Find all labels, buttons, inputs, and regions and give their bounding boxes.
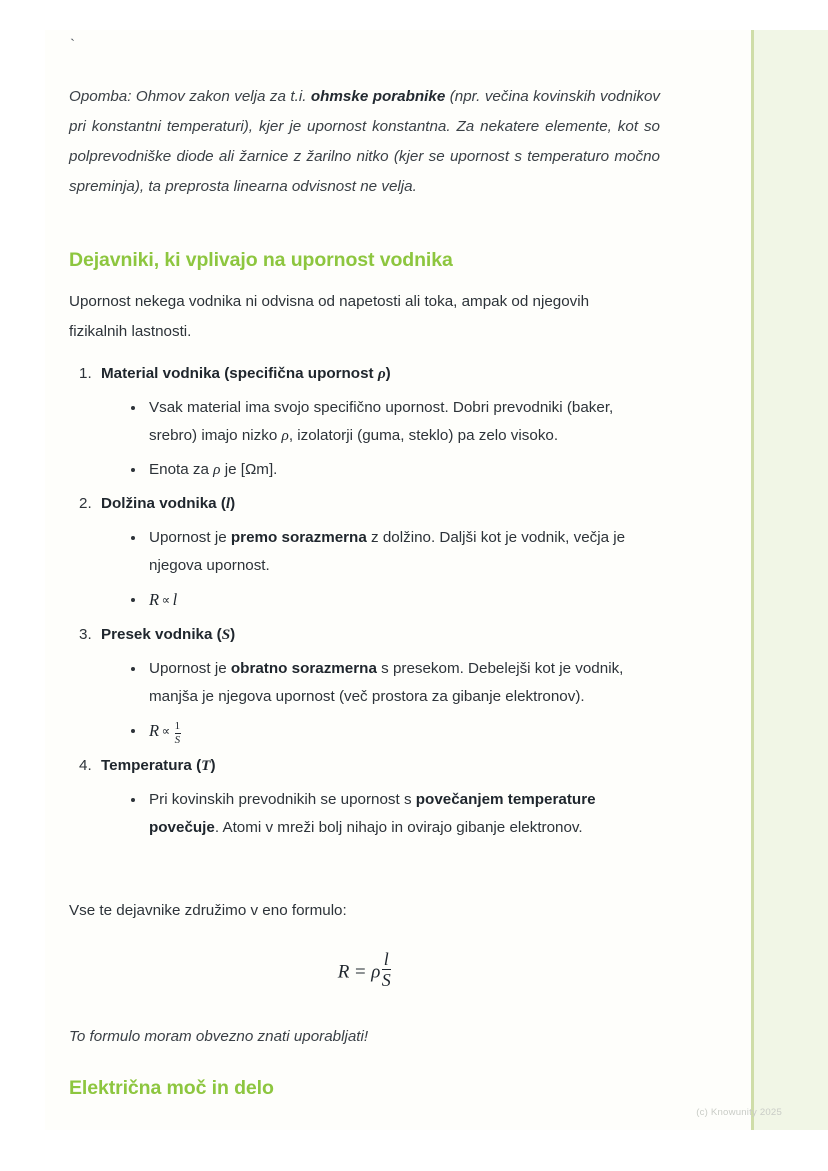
title-suffix: ) — [385, 365, 391, 382]
list-item — [69, 360, 661, 484]
bullet-bold: premo sorazmerna — [230, 529, 367, 546]
intro-paragraph: Upornost nekega vodnika ni odvisna od napetosti ali toka, ampak od njegovih fizikalnih lastnosti. — [69, 293, 590, 340]
fraction-denominator: S — [381, 970, 392, 991]
formula-left: R — [149, 721, 160, 740]
list-item — [127, 717, 661, 746]
math-symbol-rho: ρ — [281, 427, 289, 444]
bullet-text-tail: . Atomi v mreži bolj nihajo in ovirajo gibanje elektronov. — [214, 819, 583, 837]
math-symbol-rho: ρ — [377, 365, 386, 382]
list-number: 2. — [79, 495, 92, 512]
list-item — [127, 394, 661, 450]
list-item-title — [101, 495, 235, 512]
fraction — [381, 950, 392, 991]
formula-right: l — [172, 590, 178, 609]
watermark: (c) Knowunity 2025 — [696, 1107, 782, 1118]
list-item — [69, 752, 661, 842]
math-symbol-area: S — [221, 626, 231, 643]
list-item-title — [101, 757, 216, 774]
math-symbol-rho: ρ — [371, 961, 381, 983]
inline-formula — [149, 590, 178, 609]
title-suffix: ) — [230, 626, 236, 643]
sub-bullets — [101, 786, 661, 842]
document-card — [45, 30, 828, 1130]
right-green-panel — [751, 30, 828, 1130]
note-rest: (npr. večina kovinskih vodnikov pri konstantni temperaturi), kjer je upornost konstantna. Za nekatere elemente, kot so polprevodniške diode ali žarnice z žarilno nitko (kjer se upornost s temperaturo močno spreminja), ta preprosta linearna odvisnost ne velja. — [69, 88, 661, 195]
list-item-title — [101, 626, 235, 643]
title-text: Dolžina vodnika ( — [101, 495, 226, 512]
list-number: 1. — [79, 365, 92, 382]
green-panel-edge-line — [751, 30, 754, 1130]
list-number: 3. — [79, 626, 92, 643]
math-symbol-temperature: T — [201, 757, 211, 775]
math-symbol-length: l — [225, 495, 231, 512]
heading-factors: Dejavniki, ki vplivajo na upornost vodnika — [69, 249, 453, 271]
formula-left: R — [149, 590, 160, 609]
formula-equals: = — [354, 961, 367, 983]
fraction-denominator: S — [174, 733, 181, 746]
list-item — [69, 490, 661, 615]
proportional-icon: ∝ — [161, 593, 171, 607]
stray-tick-mark: ` — [70, 37, 75, 53]
list-item — [69, 621, 661, 746]
list-item — [127, 655, 661, 711]
list-item — [127, 456, 661, 484]
heading-power: Električna moč in delo — [69, 1077, 274, 1099]
bullet-text-tail: z dolžino. Daljši kot je vodnik, večja je njegova upornost. — [149, 529, 626, 574]
bullet-bold: obratno sorazmerna — [230, 660, 377, 677]
sub-bullets — [101, 524, 661, 615]
sub-bullets — [101, 394, 661, 484]
title-text: Material vodnika (specifična upornost — [101, 365, 378, 382]
note-bold-term: ohmske porabnike — [310, 88, 446, 105]
list-item — [127, 786, 661, 842]
bullet-text-tail: , izolatorji (guma, steklo) pa zelo visoko. — [288, 427, 559, 444]
fraction-numerator: 1 — [174, 720, 181, 733]
bullet-text: Pri kovinskih prevodnikih se upornost s — [149, 791, 416, 809]
formula-left: R — [337, 961, 350, 983]
formula-intro-paragraph: Vse te dejavnike združimo v eno formulo: — [69, 902, 347, 919]
title-text: Presek vodnika ( — [101, 626, 222, 643]
bullet-text: Upornost je — [149, 660, 231, 677]
note-lead: Opomba: Ohmov zakon velja za t.i. — [69, 88, 311, 105]
bullet-bold: povečanjem temperature povečuje — [149, 791, 596, 837]
note-paragraph — [69, 82, 660, 202]
list-item-title — [101, 365, 391, 382]
display-formula-container — [69, 950, 661, 991]
fraction-numerator: l — [383, 949, 390, 969]
proportional-icon: ∝ — [161, 724, 171, 738]
bullet-text: Enota za — [149, 461, 214, 478]
inline-formula — [149, 720, 183, 746]
bullet-text-tail: je [Ωm]. — [220, 461, 278, 478]
list-item — [127, 524, 661, 580]
bullet-text-tail: s presekom. Debelejši kot je vodnik, manjša je njegova upornost (več prostora za gibanje elektronov). — [149, 660, 624, 705]
title-text: Temperatura ( — [101, 757, 202, 775]
list-number: 4. — [79, 757, 92, 775]
list-item — [127, 586, 661, 615]
resistivity-formula — [338, 950, 392, 991]
title-suffix: ) — [230, 495, 236, 512]
bullet-text: Vsak material ima svojo specifično upornost. Dobri prevodniki (baker, srebro) imajo nizko — [149, 399, 614, 444]
fraction — [173, 721, 183, 746]
closing-note: To formulo moram obvezno znati uporabljati! — [69, 1028, 369, 1045]
math-symbol-rho: ρ — [213, 461, 221, 478]
sub-bullets — [101, 655, 661, 746]
bullet-text: Upornost je — [149, 529, 231, 546]
title-suffix: ) — [210, 757, 216, 775]
factors-list — [69, 360, 661, 848]
